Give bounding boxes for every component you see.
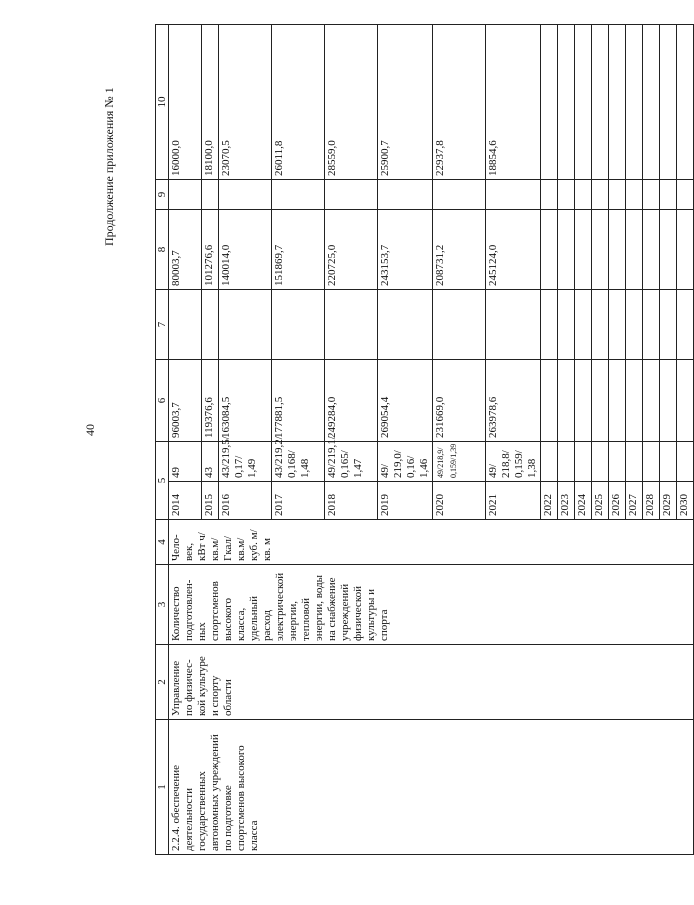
- col9-cell: [660, 180, 677, 210]
- column-header: 7: [156, 290, 169, 360]
- col6-cell: 249284,0: [325, 360, 378, 442]
- unit-cell: Чело-век, кВт ч/ кв.м/ Гкал/ кв.м/ куб. м/ кв. м: [169, 520, 694, 565]
- col9-cell: [643, 180, 660, 210]
- col5-cell: [541, 442, 558, 482]
- col7-cell: [643, 290, 660, 360]
- col5-cell: [575, 442, 592, 482]
- col7-cell: [626, 290, 643, 360]
- col6-cell: [575, 360, 592, 442]
- col7-cell: [433, 290, 486, 360]
- col8-cell: 151869,7: [272, 210, 325, 290]
- year-cell: 2022: [541, 482, 558, 520]
- col6-cell: [609, 360, 626, 442]
- col5-cell: 49: [169, 442, 202, 482]
- col9-cell: [486, 180, 541, 210]
- measure-cell: 2.2.4. обеспечение деятельности государственных автономных учреждений по подготовке спортсменов высокого класса: [169, 720, 694, 855]
- column-header: 1: [156, 720, 169, 855]
- col8-cell: 220725,0: [325, 210, 378, 290]
- col9-cell: [541, 180, 558, 210]
- col10-cell: 18854,6: [486, 25, 541, 180]
- col7-cell: [219, 290, 272, 360]
- col10-cell: [558, 25, 575, 180]
- col8-cell: [643, 210, 660, 290]
- col5-cell: [558, 442, 575, 482]
- col7-cell: [677, 290, 694, 360]
- col5-cell: [643, 442, 660, 482]
- col8-cell: [592, 210, 609, 290]
- year-cell: 2029: [660, 482, 677, 520]
- col10-cell: 16000,0: [169, 25, 202, 180]
- col10-cell: 28559,0: [325, 25, 378, 180]
- col9-cell: [202, 180, 219, 210]
- year-cell: 2023: [558, 482, 575, 520]
- col5-cell: 43/219,5/ 0,17/ 1,49: [219, 442, 272, 482]
- executor-cell: Управление по физичес-кой культуре и спорту области: [169, 645, 694, 720]
- col9-cell: [592, 180, 609, 210]
- col6-cell: [541, 360, 558, 442]
- col10-cell: [575, 25, 592, 180]
- col8-cell: [575, 210, 592, 290]
- year-cell: 2016: [219, 482, 272, 520]
- table-row: [169, 25, 202, 855]
- column-header: 8: [156, 210, 169, 290]
- col8-cell: [558, 210, 575, 290]
- col5-cell: 43: [202, 442, 219, 482]
- col10-cell: [541, 25, 558, 180]
- col8-cell: 80003,7: [169, 210, 202, 290]
- col6-cell: 231669,0: [433, 360, 486, 442]
- col6-cell: 177881,5: [272, 360, 325, 442]
- col7-cell: [378, 290, 433, 360]
- year-cell: 2015: [202, 482, 219, 520]
- year-cell: 2018: [325, 482, 378, 520]
- col5-cell: 49/218,9/ 0,159/1,39: [433, 442, 486, 482]
- col9-cell: [626, 180, 643, 210]
- column-header: 5: [156, 442, 169, 520]
- column-header: 9: [156, 180, 169, 210]
- col6-cell: 163084,5: [219, 360, 272, 442]
- col7-cell: [325, 290, 378, 360]
- col8-cell: [660, 210, 677, 290]
- col9-cell: [433, 180, 486, 210]
- year-cell: 2017: [272, 482, 325, 520]
- col5-cell: 49/ 219,0/ 0,16/ 1,46: [378, 442, 433, 482]
- col7-cell: [609, 290, 626, 360]
- col6-cell: 96003,7: [169, 360, 202, 442]
- col5-cell: 43/219,2/ 0,168/ 1,48: [272, 442, 325, 482]
- col10-cell: 18100,0: [202, 25, 219, 180]
- col8-cell: [541, 210, 558, 290]
- col9-cell: [169, 180, 202, 210]
- col10-cell: 22937,8: [433, 25, 486, 180]
- col9-cell: [272, 180, 325, 210]
- page-number: 40: [83, 424, 97, 436]
- col8-cell: [677, 210, 694, 290]
- col8-cell: 140014,0: [219, 210, 272, 290]
- col10-cell: 26011,8: [272, 25, 325, 180]
- col7-cell: [272, 290, 325, 360]
- col5-cell: 49/219,1/ 0,165/ 1,47: [325, 442, 378, 482]
- col5-cell: [592, 442, 609, 482]
- col10-cell: 25900,7: [378, 25, 433, 180]
- data-table: [155, 24, 694, 855]
- col10-cell: [592, 25, 609, 180]
- col5-cell: [660, 442, 677, 482]
- col10-cell: 23070,5: [219, 25, 272, 180]
- col9-cell: [219, 180, 272, 210]
- year-cell: 2024: [575, 482, 592, 520]
- col6-cell: [626, 360, 643, 442]
- col8-cell: [609, 210, 626, 290]
- col7-cell: [486, 290, 541, 360]
- year-cell: 2014: [169, 482, 202, 520]
- column-header: 6: [156, 360, 169, 442]
- rotated-table-wrapper: [155, 25, 690, 855]
- year-cell: 2028: [643, 482, 660, 520]
- col7-cell: [575, 290, 592, 360]
- col6-cell: 269054,4: [378, 360, 433, 442]
- col9-cell: [558, 180, 575, 210]
- year-cell: 2019: [378, 482, 433, 520]
- col6-cell: [592, 360, 609, 442]
- col8-cell: 101276,6: [202, 210, 219, 290]
- column-header: 3: [156, 565, 169, 645]
- header-row: [156, 25, 169, 855]
- col5-cell: 49/ 218,8/ 0,159/ 1,38: [486, 442, 541, 482]
- col6-cell: [643, 360, 660, 442]
- col7-cell: [202, 290, 219, 360]
- col6-cell: [660, 360, 677, 442]
- col10-cell: [660, 25, 677, 180]
- col9-cell: [609, 180, 626, 210]
- col7-cell: [541, 290, 558, 360]
- col8-cell: 208731,2: [433, 210, 486, 290]
- col9-cell: [677, 180, 694, 210]
- col5-cell: [677, 442, 694, 482]
- page-heading: Продолжение приложения № 1: [102, 87, 116, 246]
- col10-cell: [643, 25, 660, 180]
- column-header: 2: [156, 645, 169, 720]
- year-cell: 2025: [592, 482, 609, 520]
- column-header: 4: [156, 520, 169, 565]
- year-cell: 2030: [677, 482, 694, 520]
- col5-cell: [609, 442, 626, 482]
- column-header: 10: [156, 25, 169, 180]
- col10-cell: [609, 25, 626, 180]
- col7-cell: [169, 290, 202, 360]
- col9-cell: [325, 180, 378, 210]
- col8-cell: [626, 210, 643, 290]
- col8-cell: 243153,7: [378, 210, 433, 290]
- col7-cell: [558, 290, 575, 360]
- col9-cell: [378, 180, 433, 210]
- col10-cell: [677, 25, 694, 180]
- col6-cell: 263978,6: [486, 360, 541, 442]
- year-cell: 2026: [609, 482, 626, 520]
- col6-cell: [677, 360, 694, 442]
- col6-cell: [558, 360, 575, 442]
- year-cell: 2027: [626, 482, 643, 520]
- col7-cell: [592, 290, 609, 360]
- col9-cell: [575, 180, 592, 210]
- col5-cell: [626, 442, 643, 482]
- year-cell: 2021: [486, 482, 541, 520]
- col6-cell: 119376,6: [202, 360, 219, 442]
- year-cell: 2020: [433, 482, 486, 520]
- col8-cell: 245124,0: [486, 210, 541, 290]
- indicator-cell: Количество подготовлен-ных спортсменов высокого класса, удельный расход электрической энергии, тепловой энергии, воды на снабжение учреждений физической культуры и спорта: [169, 565, 694, 645]
- col10-cell: [626, 25, 643, 180]
- col7-cell: [660, 290, 677, 360]
